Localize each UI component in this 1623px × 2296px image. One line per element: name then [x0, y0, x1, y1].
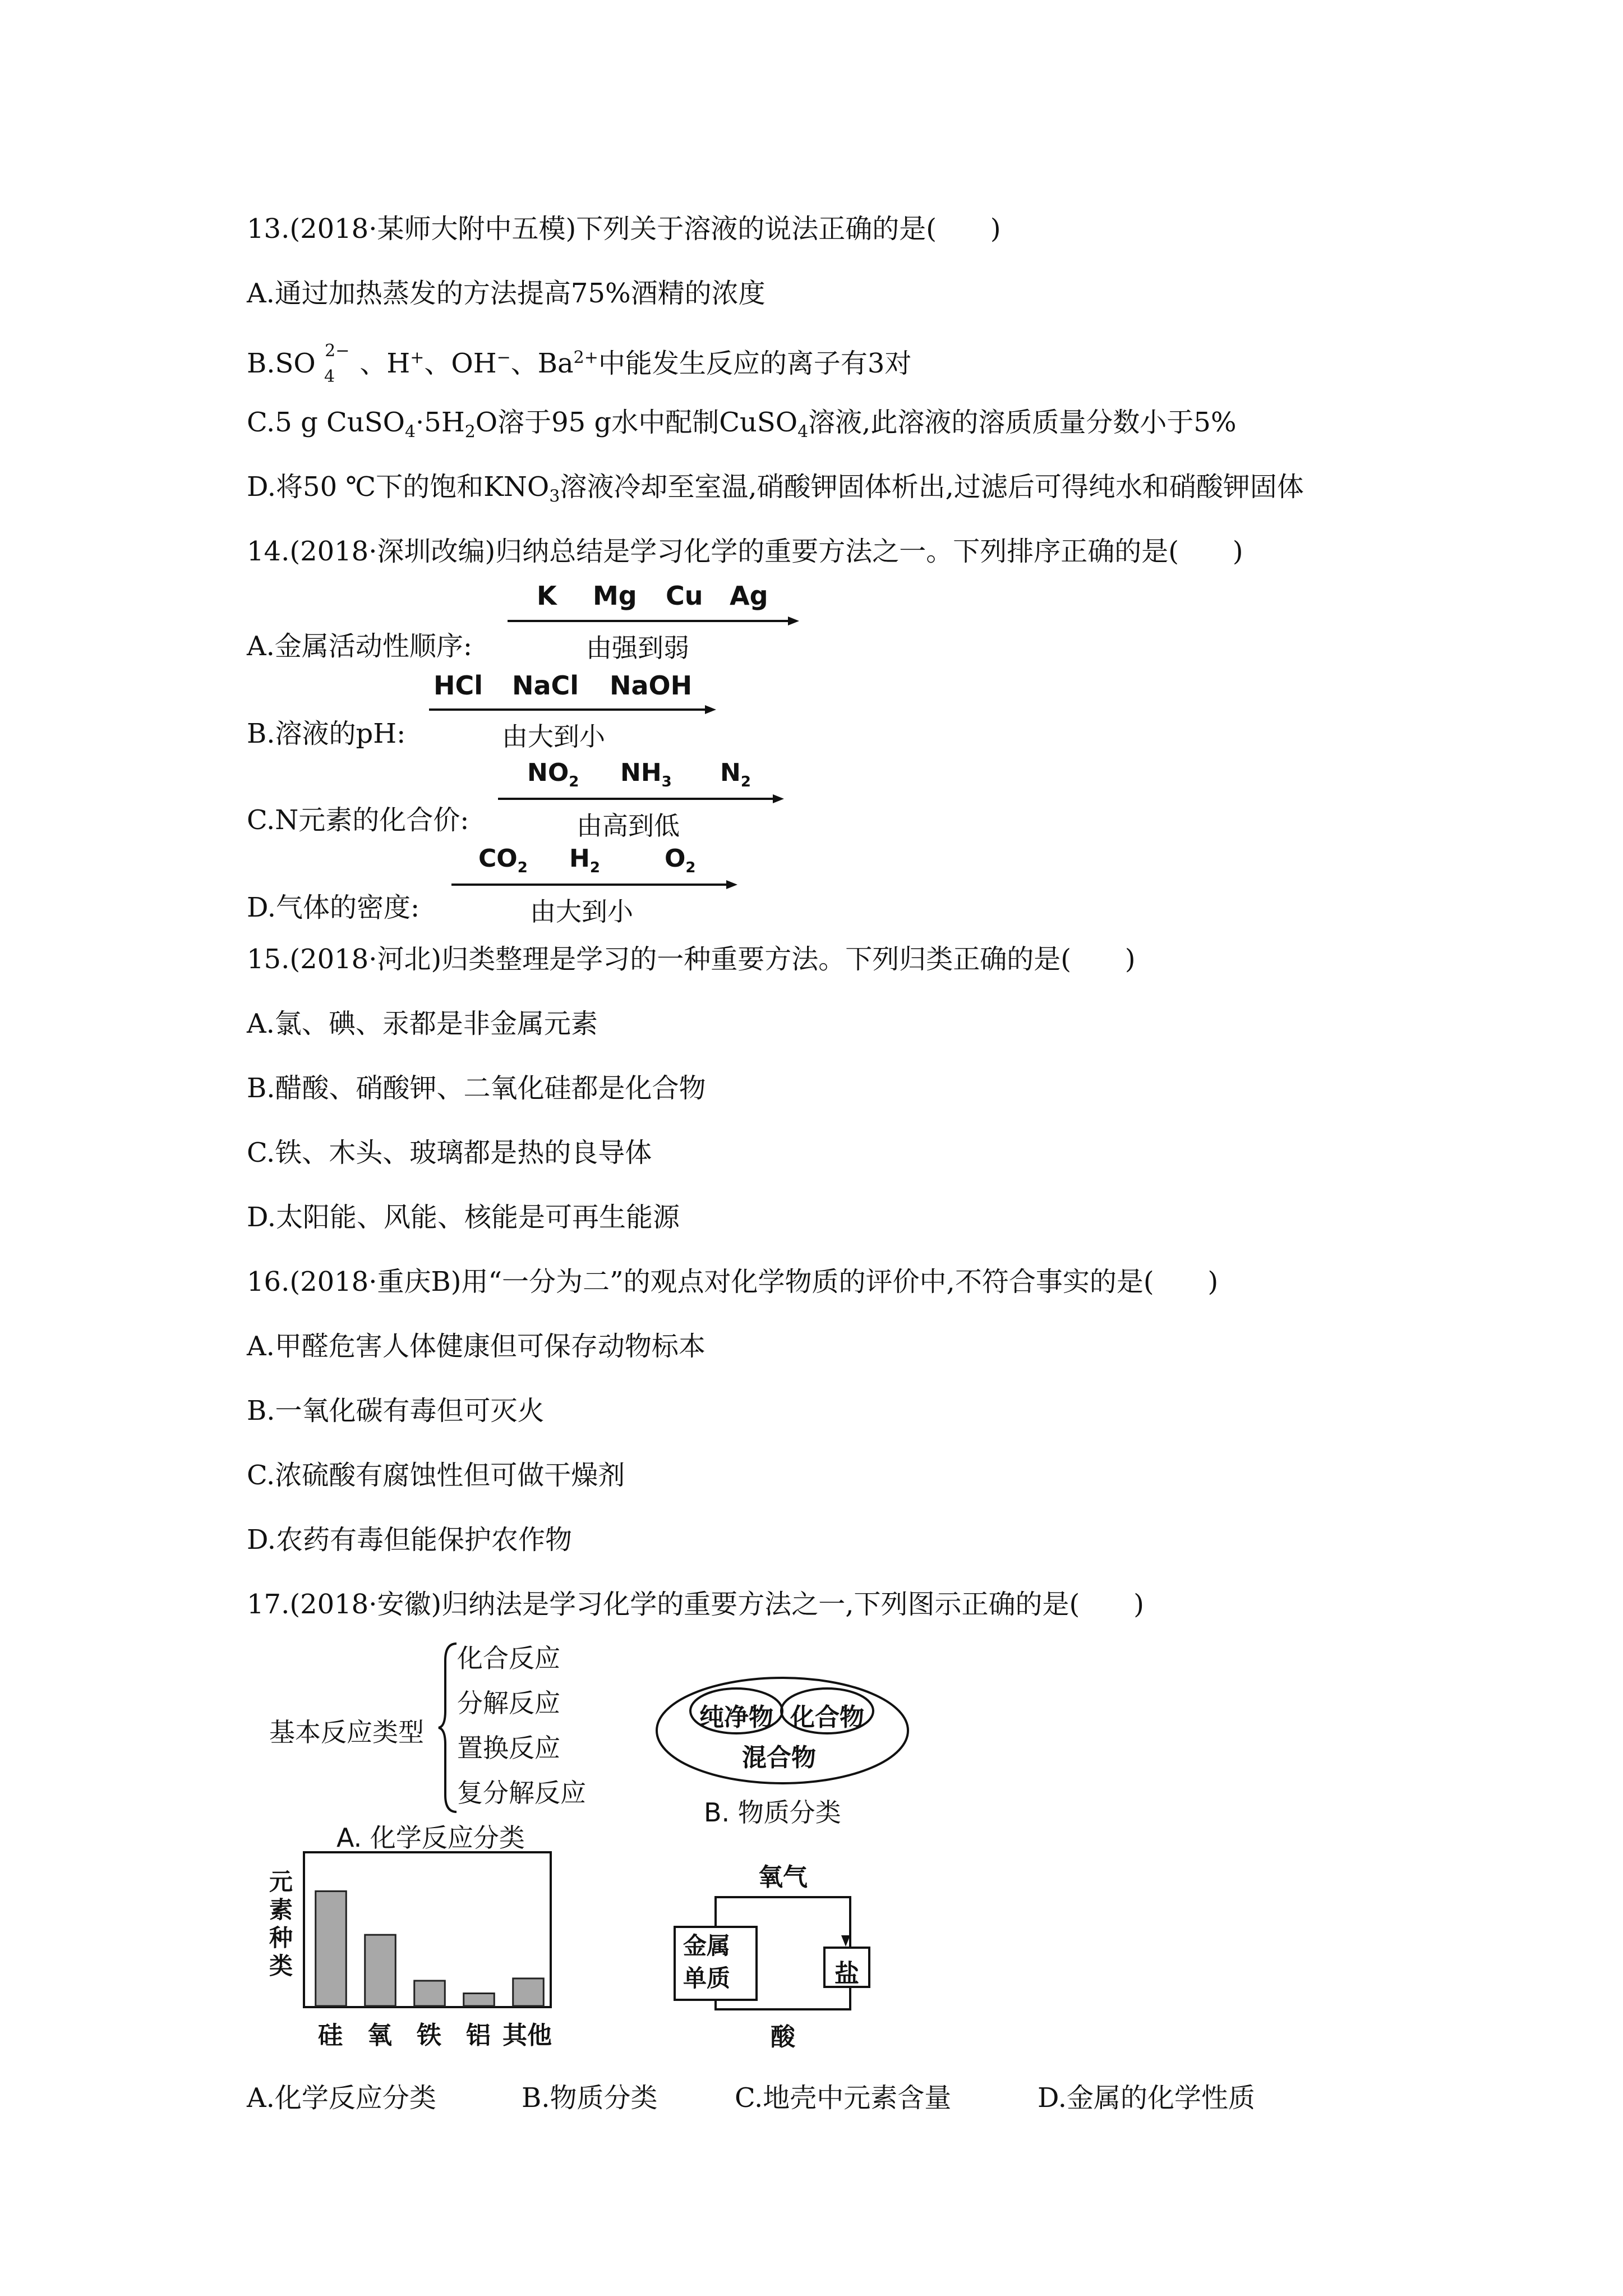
q14-d-item: $O_2$ — [665, 844, 696, 876]
q14-option-d-label: D.气体的密度: — [247, 892, 420, 923]
q14-a-caption: 由强到弱 — [586, 633, 689, 663]
fig-a-item: 置换反应 — [457, 1733, 560, 1763]
q14-a-item: K — [537, 581, 557, 611]
arrow-right-icon — [498, 792, 784, 806]
q14-b-arrow — [429, 670, 721, 754]
fig-a-item: 复分解反应 — [457, 1778, 586, 1808]
q14-b-item: NaOH — [610, 670, 693, 701]
q13-option-d: D.将50 ℃下的饱和$KNO_3$溶液冷却至室温,硝酸钾固体析出,过滤后可得纯水和硝酸钾固体 — [247, 471, 1304, 507]
q14-option-a-label: A.金属活动性顺序: — [247, 631, 473, 662]
q14-c-caption: 由高到低 — [577, 811, 680, 841]
q14-option-c-label: C.N元素的化合价: — [247, 804, 469, 836]
q14-a-item: Cu — [666, 581, 703, 611]
fig-b-outer: 混合物 — [742, 1743, 816, 1772]
fig-d-top: 氧气 — [758, 1863, 808, 1892]
bar-label-1: 氧 — [367, 2021, 392, 2050]
q17-option-c: C.地壳中元素含量 — [735, 2082, 952, 2114]
q15-option-b: B.醋酸、硝酸钾、二氧化硅都是化合物 — [247, 1073, 706, 1104]
bar-label-3: 铝 — [466, 2021, 491, 2050]
q17-figure-b — [653, 1674, 911, 1843]
fig-d-right: 盐 — [834, 1959, 859, 1988]
q14-b-caption: 由大到小 — [502, 721, 605, 752]
q17-figure-c — [269, 1851, 583, 2053]
fig-a-item: 分解反应 — [457, 1688, 560, 1718]
q13-option-a: A.通过加热蒸发的方法提高75%酒精的浓度 — [247, 278, 766, 309]
fig-b-caption: B. 物质分类 — [704, 1797, 841, 1828]
q14-b-item: HCl — [434, 670, 483, 701]
q17-option-a: A.化学反应分类 — [247, 2082, 436, 2114]
fig-a-caption: A. 化学反应分类 — [336, 1823, 525, 1853]
arrow-right-icon — [508, 614, 799, 628]
bar-label-4: 其他 — [502, 2021, 552, 2050]
q15-option-a: A.氯、碘、汞都是非金属元素 — [247, 1008, 598, 1039]
q17-stem: 17.(2018·安徽)归纳法是学习化学的重要方法之一,下列图示正确的是( ) — [247, 1589, 1144, 1620]
q14-c-item: $NO_2$ — [527, 758, 579, 790]
bar-chart — [303, 1851, 561, 2014]
q14-d-item: $CO_2$ — [478, 844, 528, 876]
q15-option-c: C.铁、木头、玻璃都是热的良导体 — [247, 1137, 652, 1168]
q16-option-d: D.农药有毒但能保护农作物 — [247, 1524, 573, 1556]
q15-stem: 15.(2018·河北)归类整理是学习的一种重要方法。下列归类正确的是( ) — [247, 944, 1136, 975]
bar-4 — [513, 1978, 544, 2006]
bar-1 — [365, 1935, 396, 2006]
q16-stem: 16.(2018·重庆B)用“一分为二”的观点对化学物质的评价中,不符合事实的是( ) — [247, 1266, 1219, 1297]
q17-figure-a — [269, 1638, 617, 1851]
brace-icon — [437, 1638, 460, 1818]
q14-option-b-label: B.溶液的pH: — [247, 718, 406, 749]
q14-d-caption: 由大到小 — [530, 896, 633, 927]
q14-a-item: Mg — [593, 581, 637, 611]
q14-c-item: $NH_3$ — [620, 758, 672, 790]
fig-b-left: 纯净物 — [699, 1703, 773, 1732]
q16-option-c: C.浓硫酸有腐蚀性但可做干燥剂 — [247, 1460, 625, 1491]
q14-b-item: NaCl — [512, 670, 579, 701]
q13-stem: 13.(2018·某师大附中五模)下列关于溶液的说法正确的是( ) — [247, 213, 1001, 245]
arrow-right-icon — [451, 878, 737, 891]
fig-a-item: 化合反应 — [457, 1643, 560, 1673]
q14-c-arrow — [498, 758, 790, 843]
bar-0 — [316, 1891, 347, 2006]
q14-c-item: $N_2$ — [720, 758, 751, 790]
arrow-right-icon — [429, 703, 716, 716]
q17-option-d: D.金属的化学性质 — [1038, 2082, 1256, 2114]
fig-c-ylabel: 元素种类 — [269, 1868, 293, 1980]
fig-b-right: 化合物 — [790, 1703, 864, 1732]
q14-stem: 14.(2018·深圳改编)归纳总结是学习化学的重要方法之一。下列排序正确的是( ) — [247, 536, 1243, 567]
q13-option-c: C.5 g $CuSO_4\cdot 5H_2O$溶于95 g水中配制CuSO$_4$溶液,此溶液的溶质质量分数小于5% — [247, 407, 1237, 442]
q14-a-arrow — [508, 581, 799, 665]
bar-3 — [464, 1993, 495, 2006]
bar-label-2: 铁 — [417, 2021, 441, 2050]
q14-a-item: Ag — [730, 581, 768, 611]
fig-a-root: 基本反应类型 — [269, 1717, 424, 1747]
bar-label-0: 硅 — [318, 2021, 343, 2050]
q16-option-a: A.甲醛危害人体健康但可保存动物标本 — [247, 1331, 706, 1362]
q16-option-b: B.一氧化碳有毒但可灭火 — [247, 1395, 545, 1427]
q14-d-item: $H_2$ — [569, 844, 600, 876]
fig-d-left: 金属单质 — [683, 1932, 731, 1992]
q14-d-arrow — [451, 844, 743, 928]
q17-figure-d — [673, 1851, 875, 2053]
q17-option-b: B.物质分类 — [522, 2082, 658, 2114]
q13-option-b: B.SO $_4^{2-}$ 、H+、OH−、$Ba^{2+}$中能发生反应的离子有3对 — [247, 341, 912, 386]
bar-2 — [414, 1981, 445, 2006]
q15-option-d: D.太阳能、风能、核能是可再生能源 — [247, 1202, 680, 1233]
fig-d-bottom: 酸 — [771, 2023, 795, 2051]
